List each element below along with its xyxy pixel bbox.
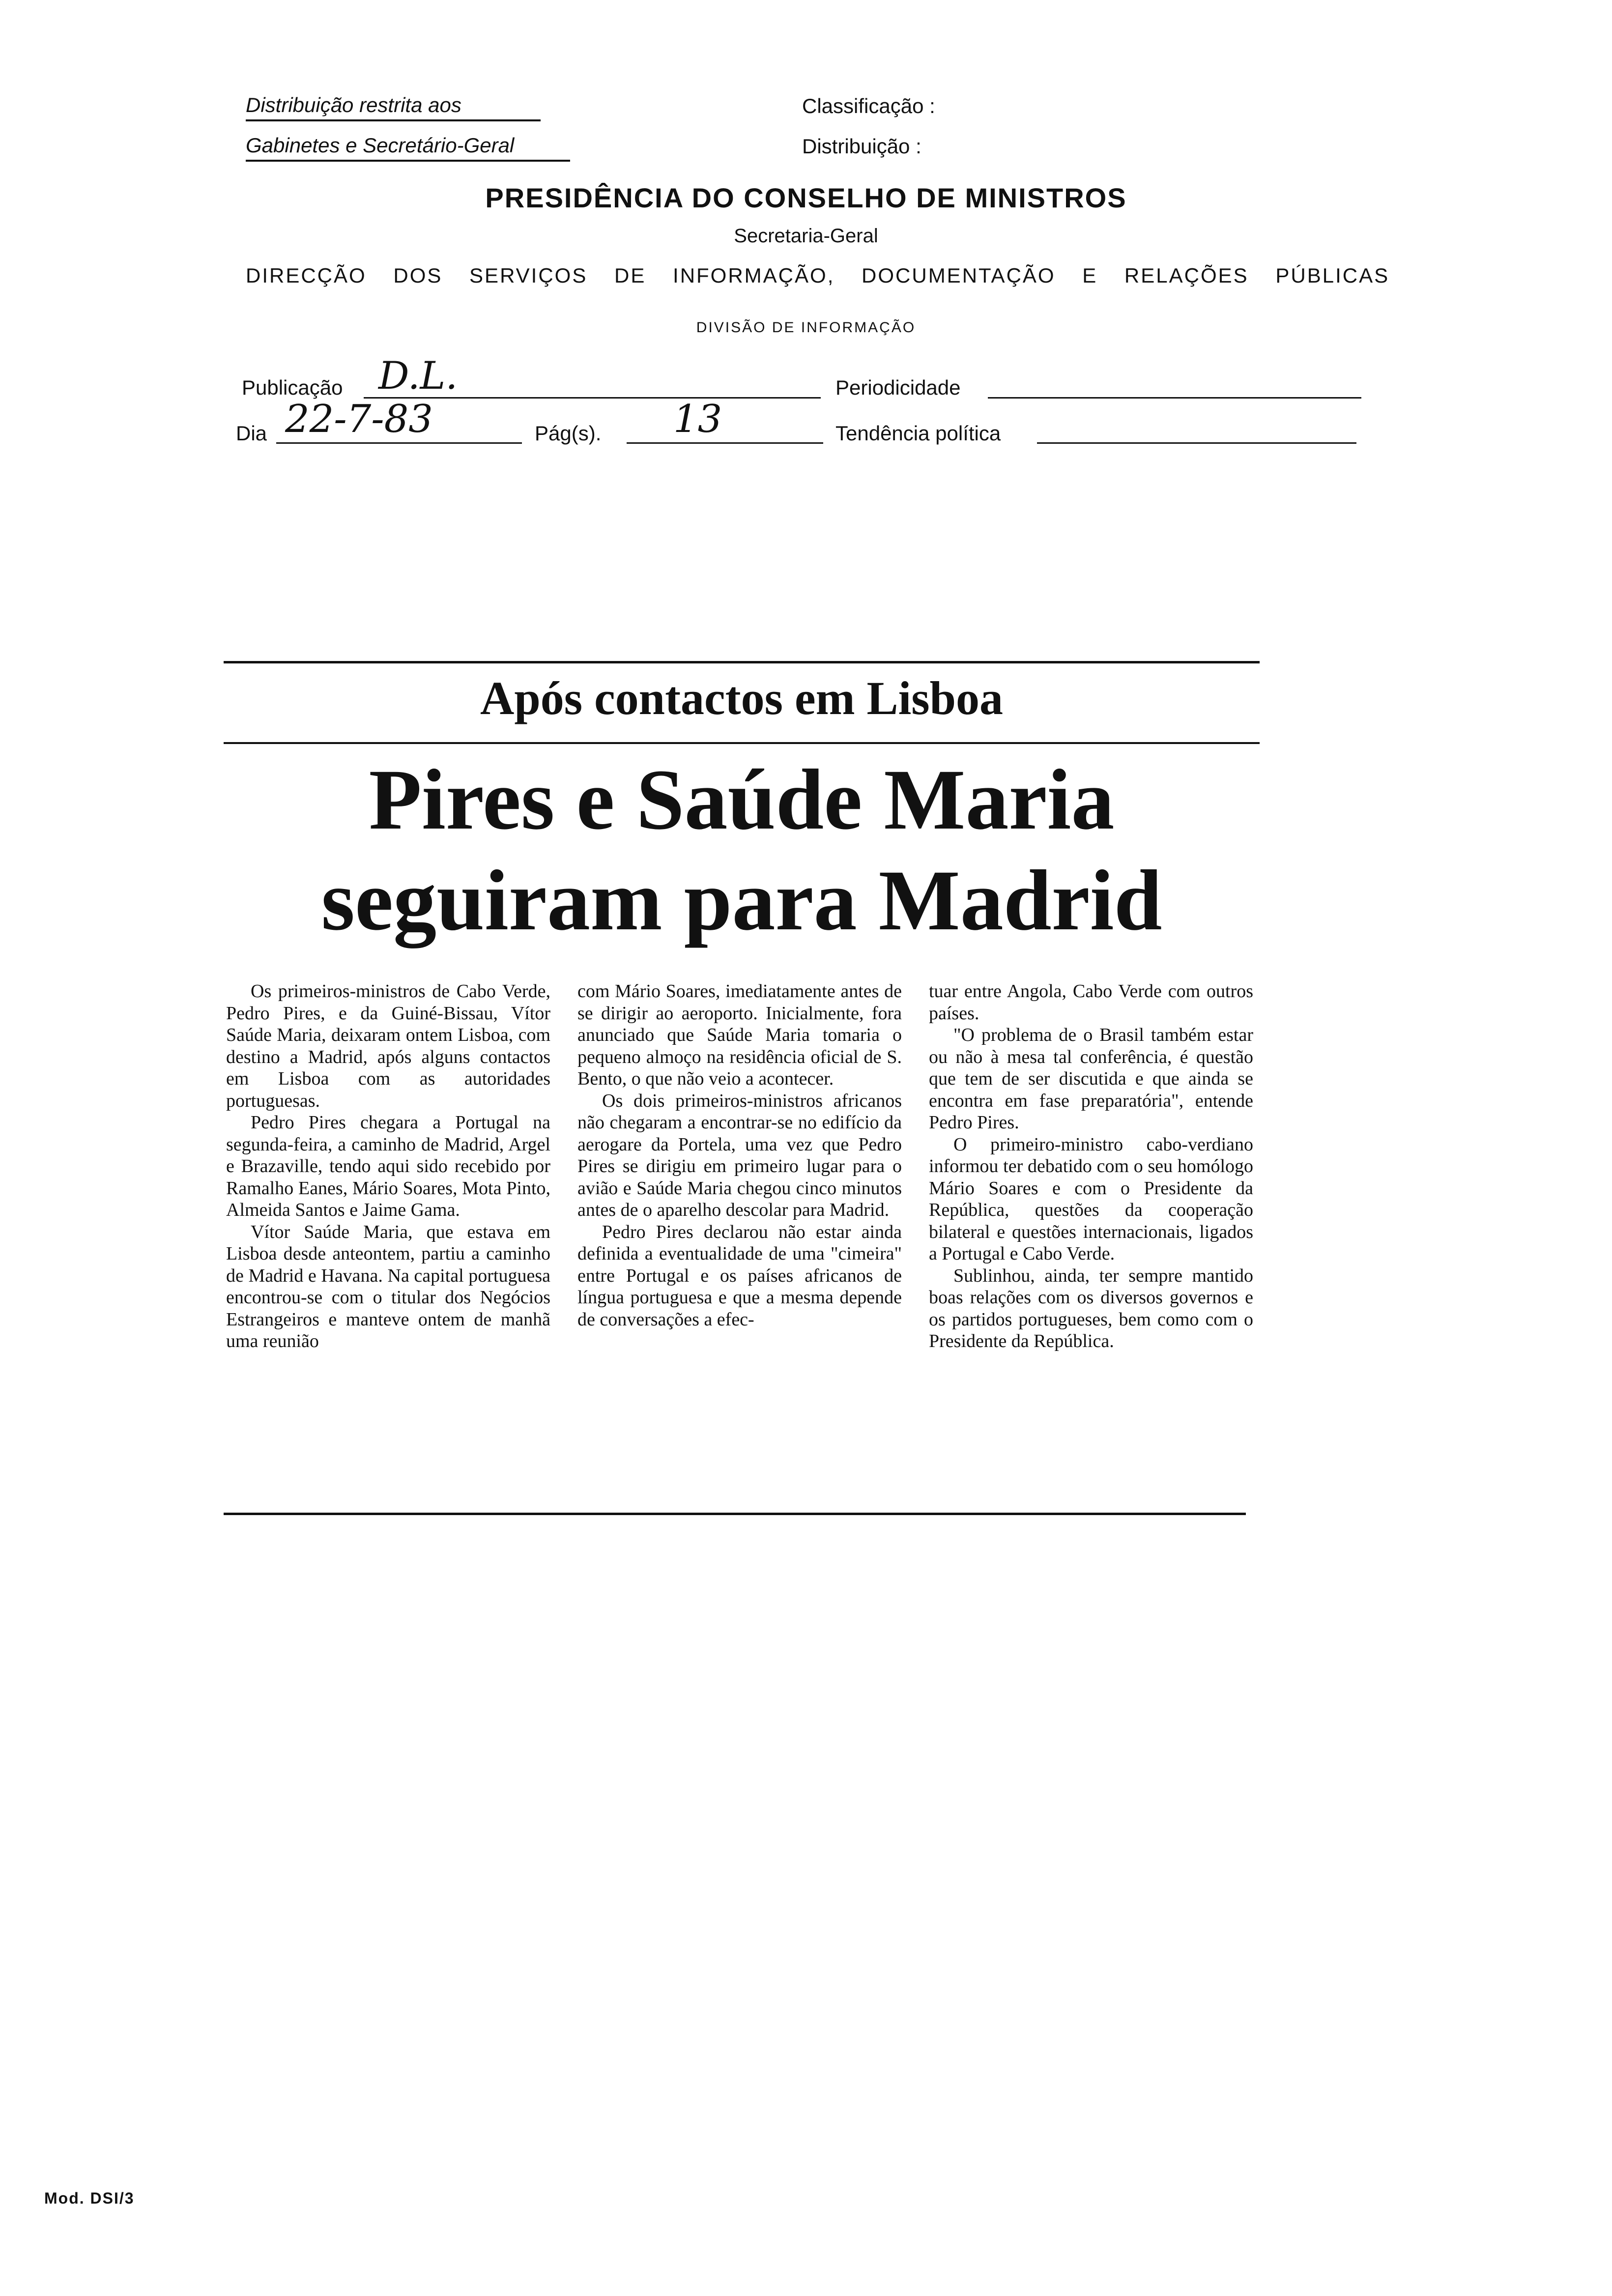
- article-column-2: [577, 980, 902, 1501]
- model-code: Mod. DSI/3: [44, 2189, 135, 2207]
- org-title: PRESIDÊNCIA DO CONSELHO DE MINISTROS: [485, 182, 1127, 213]
- restriction-underline-1: [246, 119, 541, 121]
- tendencia-label: Tendência política: [835, 422, 1001, 445]
- secretariat: Secretaria-Geral: [734, 225, 878, 247]
- col3-paragraph: tuar entre Angola, Cabo Verde com outros países.: [929, 981, 1253, 1024]
- dia-label: Dia: [236, 422, 267, 445]
- classificacao-label: Classificação :: [802, 94, 935, 117]
- col1-paragraph: Os primeiros-ministros de Cabo Verde, Pedro Pires, e da Guiné-Bissau, Vítor Saúde Maria, deixaram ontem Lisboa, com destino a Madrid, após alguns contactos em Lisboa com as autoridades portuguesas.: [226, 981, 550, 1111]
- restriction-line-2: Gabinetes e Secretário-Geral: [246, 134, 515, 157]
- publicacao-handwritten: D.L.: [378, 354, 458, 398]
- col3-paragraph: Sublinhou, ainda, ter sempre mantido boas relações com os diversos governos e os partidos portugueses, bem como com o Presidente da República.: [929, 1265, 1253, 1351]
- article-kicker: Após contactos em Lisboa: [480, 672, 1003, 724]
- col2-paragraph: Pedro Pires declarou não estar ainda definida a eventualidade de uma "cimeira" entre Portugal e os países africanos de língua portuguesa e que a mesma depende de conversações a efec-: [577, 1221, 902, 1330]
- kicker-rule: [224, 742, 1260, 744]
- article-top-rule: [224, 661, 1260, 663]
- col1-paragraph: Pedro Pires chegara a Portugal na segunda-feira, a caminho de Madrid, Argel e Brazaville, tendo aqui sido recebido por Ramalho Eanes, Mário Soares, Mota Pinto, Almeida Santos e Jaime Gama.: [226, 1112, 550, 1220]
- article-bottom-rule: [224, 1513, 1246, 1515]
- article-headline-line-2: seguiram para Madrid: [321, 853, 1162, 948]
- dia-line: [276, 442, 522, 444]
- dia-handwritten: 22-7-83: [285, 397, 433, 441]
- article-column-3: [929, 980, 1253, 1501]
- col1-paragraph: Vítor Saúde Maria, que estava em Lisboa desde anteontem, partiu a caminho de Madrid e Havana. Na capital portuguesa encontrou-se com o titular dos Negócios Estrangeiros e manteve ontem de manhã uma reunião: [226, 1221, 550, 1351]
- distribuicao-label: Distribuição :: [802, 135, 921, 158]
- tendencia-line: [1037, 442, 1356, 444]
- pags-handwritten: 13: [673, 397, 722, 441]
- periodicidade-label: Periodicidade: [835, 376, 961, 399]
- col2-paragraph: Os dois primeiros-ministros africanos não chegaram a encontrar-se no edifício da aerogare da Portela, uma vez que Pedro Pires se dirigiu em primeiro lugar para o avião e Saúde Maria chegou cinco minutos antes de o aparelho descolar para Madrid.: [577, 1090, 902, 1220]
- periodicidade-line: [988, 397, 1361, 399]
- restriction-line-1: Distribuição restrita aos: [246, 93, 461, 116]
- article-headline-line-1: Pires e Saúde Maria: [369, 752, 1115, 848]
- col3-paragraph: O primeiro-ministro cabo-verdiano informou ter debatido com o seu homólogo Mário Soares e com o Presidente da República, questões da cooperação bilateral e questões internacionais, ligados a Portugal e Cabo Verde.: [929, 1134, 1253, 1264]
- pags-line: [627, 442, 823, 444]
- col2-paragraph: com Mário Soares, imediatamente antes de se dirigir ao aeroporto. Inicialmente, fora anunciado que Saúde Maria tomaria o pequeno almoço na residência oficial de S. Bento, o que não veio a acontecer.: [577, 981, 902, 1089]
- restriction-underline-2: [246, 160, 570, 162]
- directorate: DIRECÇÃO DOS SERVIÇOS DE INFORMAÇÃO, DOCUMENTAÇÃO E RELAÇÕES PÚBLICAS: [246, 264, 1390, 287]
- publicacao-label: Publicação: [242, 376, 343, 399]
- pags-label: Pág(s).: [535, 422, 602, 445]
- col3-paragraph: "O problema de o Brasil também estar ou não à mesa tal conferência, é questão que tem de ser discutida e que ainda se encontra em fase preparatória", entende Pedro Pires.: [929, 1025, 1253, 1133]
- division: DIVISÃO DE INFORMAÇÃO: [696, 319, 916, 336]
- article-column-1: [226, 980, 550, 1501]
